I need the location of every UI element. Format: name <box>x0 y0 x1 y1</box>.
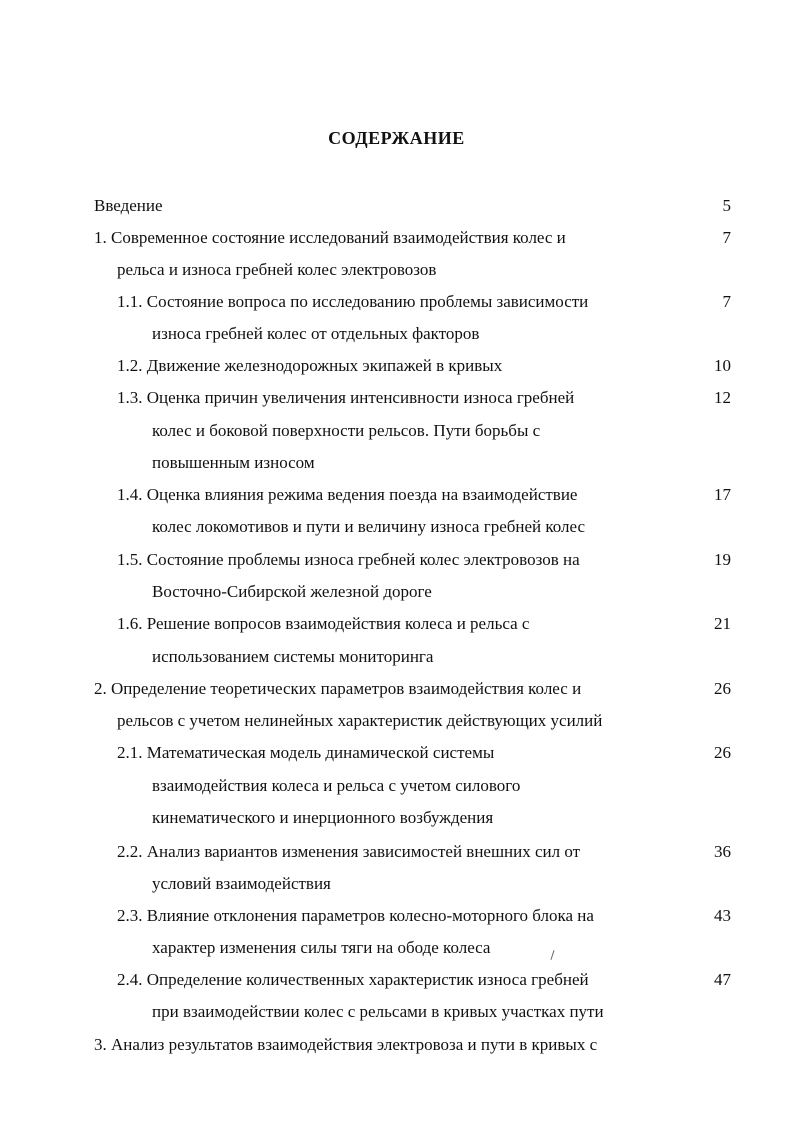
toc-page-number: 21 <box>714 614 731 633</box>
toc-entry-line: 3. Анализ результатов взаимодействия электровоза и пути в кривых с <box>94 1035 598 1054</box>
toc-entry-line: рельсов с учетом нелинейных характеристик действующих усилий <box>117 711 603 730</box>
toc-entry-line: 1.2. Движение железнодорожных экипажей в кривых <box>117 356 503 375</box>
toc-entry-line: 2.2. Анализ вариантов изменения зависимостей внешних сил от <box>117 842 581 861</box>
toc-entry-line: кинематического и инерционного возбуждения <box>152 808 494 827</box>
toc-entry-line: 1.3. Оценка причин увеличения интенсивности износа гребней <box>117 388 575 407</box>
toc-entry-line: 1.6. Решение вопросов взаимодействия колеса и рельса с <box>117 614 530 633</box>
toc-page-number: 5 <box>722 196 731 215</box>
scan-mark <box>550 950 554 960</box>
toc-page-number: 7 <box>722 292 731 311</box>
toc-entry-line: 1.4. Оценка влияния режима ведения поезда на взаимодействие <box>117 485 578 504</box>
toc-entry-line: 1. Современное состояние исследований взаимодействия колес и <box>94 228 566 247</box>
toc-entry-line: при взаимодействии колес с рельсами в кривых участках пути <box>152 1002 604 1021</box>
toc-entry-line: повышенным износом <box>152 453 315 472</box>
toc-entry-line: 2.4. Определение количественных характеристик износа гребней <box>117 970 589 989</box>
toc-entry-line: характер изменения силы тяги на ободе колеса <box>152 938 491 957</box>
toc-entry-line: условий взаимодействия <box>152 874 331 893</box>
toc-entry-line: 2. Определение теоретических параметров взаимодействия колес и <box>94 679 582 698</box>
page-title: СОДЕРЖАНИЕ <box>328 128 465 148</box>
toc-entry-line: 2.1. Математическая модель динамической системы <box>117 743 495 762</box>
toc-entry-line: использованием системы мониторинга <box>152 647 434 666</box>
toc-entry-line: Восточно-Сибирской железной дороге <box>152 582 432 601</box>
toc-entry-line: 1.5. Состояние проблемы износа гребней колес электровозов на <box>117 550 580 569</box>
toc-entry-line: колес и боковой поверхности рельсов. Пути борьбы с <box>152 421 541 440</box>
toc-entry-line: рельса и износа гребней колес электровозов <box>117 260 437 279</box>
toc-entry-line: износа гребней колес от отдельных факторов <box>152 324 480 343</box>
toc-page-number: 19 <box>714 550 731 569</box>
toc-entry-line: Введение <box>94 196 163 215</box>
toc-entry-line: колес локомотивов и пути и величину износа гребней колес <box>152 517 586 536</box>
toc-entry-line: взаимодействия колеса и рельса с учетом силового <box>152 776 521 795</box>
toc-page-number: 10 <box>714 356 731 375</box>
toc-entry-line: 1.1. Состояние вопроса по исследованию проблемы зависимости <box>117 292 589 311</box>
toc-page-number: 43 <box>714 906 731 925</box>
toc-page-number: 17 <box>714 485 731 504</box>
toc-page-number: 36 <box>714 842 731 861</box>
toc-page-number: 12 <box>714 388 731 407</box>
toc-page-number: 26 <box>714 679 731 698</box>
toc-entry-line: 2.3. Влияние отклонения параметров колесно-моторного блока на <box>117 906 594 925</box>
toc-page-number: 7 <box>722 228 731 247</box>
toc-page-number: 47 <box>714 970 731 989</box>
toc-page-number: 26 <box>714 743 731 762</box>
